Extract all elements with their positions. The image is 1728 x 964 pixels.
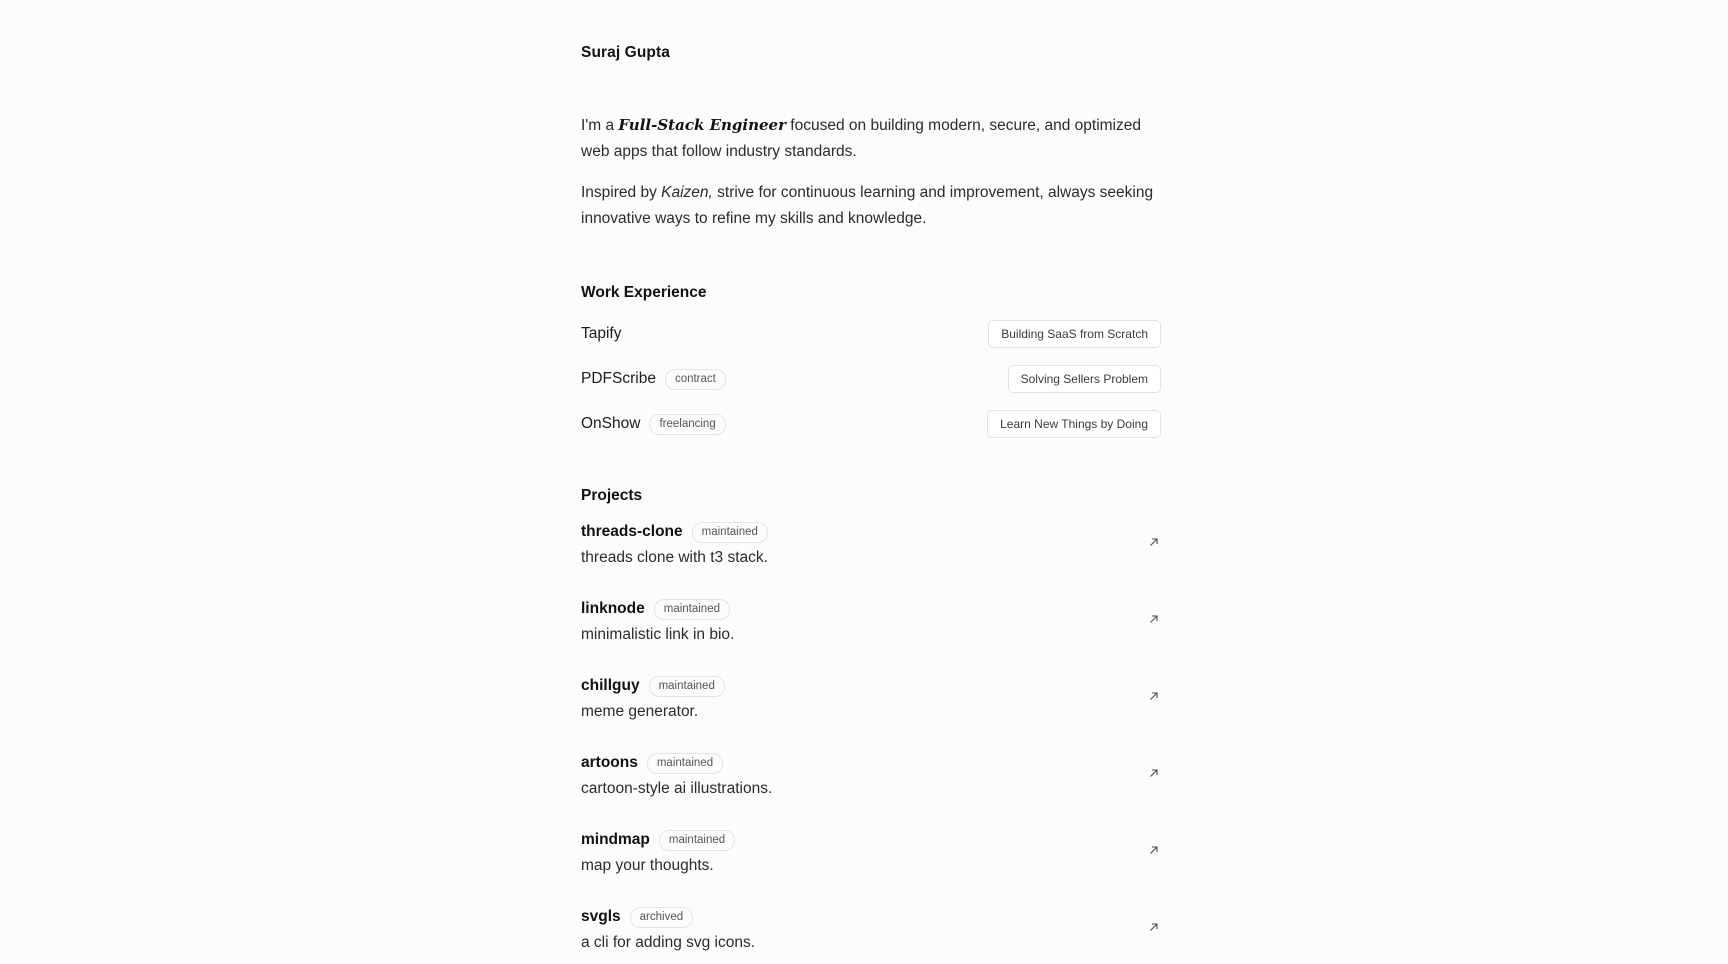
arrow-up-right-icon[interactable] (1147, 535, 1161, 549)
project-description: meme generator. (581, 703, 699, 720)
arrow-up-right-icon[interactable] (1147, 843, 1161, 857)
site-owner-name[interactable]: Suraj Gupta (581, 44, 670, 61)
project-description: cartoon-style ai illustrations. (581, 780, 773, 797)
work-item-left (581, 325, 622, 343)
work-item (581, 364, 1161, 394)
company-name: OnShow (581, 415, 641, 432)
project-header (581, 752, 1161, 774)
work-tag: Learn New Things by Doing (987, 410, 1161, 438)
intro-paragraph-role (581, 113, 1161, 164)
project-header (581, 598, 1161, 620)
project-name[interactable]: artoons (581, 754, 638, 771)
projects-heading: Projects (581, 487, 643, 504)
work-tag: Solving Sellers Problem (1008, 365, 1161, 393)
intro-kaizen-prefix: Inspired by (581, 184, 662, 201)
work-item (581, 319, 1161, 349)
work-experience-heading: Work Experience (581, 284, 707, 301)
arrow-up-right-icon[interactable] (1147, 766, 1161, 780)
project-status-badge: maintained (649, 676, 725, 697)
intro-paragraph-kaizen (581, 180, 1161, 231)
project-status-badge: maintained (692, 522, 768, 543)
project-header (581, 906, 1161, 928)
project-status-badge: maintained (647, 753, 723, 774)
project-status-badge: archived (630, 907, 693, 928)
project-item[interactable] (581, 829, 1161, 887)
project-description: threads clone with t3 stack. (581, 549, 768, 566)
intro-role-suffix: focused on building modern, secure, and optimized web apps that follow industry standards. (581, 117, 1141, 160)
intro-role-emphasis: Full-Stack Engineer (618, 116, 786, 134)
project-description: a cli for adding svg icons. (581, 934, 756, 951)
project-item[interactable] (581, 675, 1161, 733)
employment-type-badge: contract (665, 369, 726, 390)
project-status-badge: maintained (654, 599, 730, 620)
company-name: PDFScribe (581, 370, 656, 387)
project-description: map your thoughts. (581, 857, 714, 874)
work-tag: Building SaaS from Scratch (988, 320, 1161, 348)
project-item[interactable] (581, 598, 1161, 656)
arrow-up-right-icon[interactable] (1147, 689, 1161, 703)
project-item[interactable] (581, 521, 1161, 579)
project-description: minimalistic link in bio. (581, 626, 735, 643)
work-item (581, 409, 1161, 439)
work-item-left (581, 414, 726, 435)
work-item-left (581, 369, 726, 390)
intro-kaizen-suffix: strive for continuous learning and improvement, always seeking innovative ways to refine my skills and knowledge. (581, 184, 1154, 227)
intro-role-prefix: I'm a (581, 117, 619, 134)
project-header (581, 829, 1161, 851)
intro-section (581, 113, 1161, 247)
company-name: Tapify (581, 325, 622, 342)
project-item[interactable] (581, 752, 1161, 810)
project-status-badge: maintained (659, 830, 735, 851)
arrow-up-right-icon[interactable] (1147, 920, 1161, 934)
intro-kaizen-emphasis: Kaizen, (661, 184, 713, 201)
project-header (581, 675, 1161, 697)
project-name[interactable]: svgls (581, 908, 621, 925)
arrow-up-right-icon[interactable] (1147, 612, 1161, 626)
project-name[interactable]: linknode (581, 600, 645, 617)
employment-type-badge: freelancing (649, 414, 725, 435)
project-header (581, 521, 1161, 543)
project-name[interactable]: mindmap (581, 831, 650, 848)
project-name[interactable]: threads-clone (581, 523, 683, 540)
project-name[interactable]: chillguy (581, 677, 640, 694)
project-item[interactable] (581, 906, 1161, 964)
